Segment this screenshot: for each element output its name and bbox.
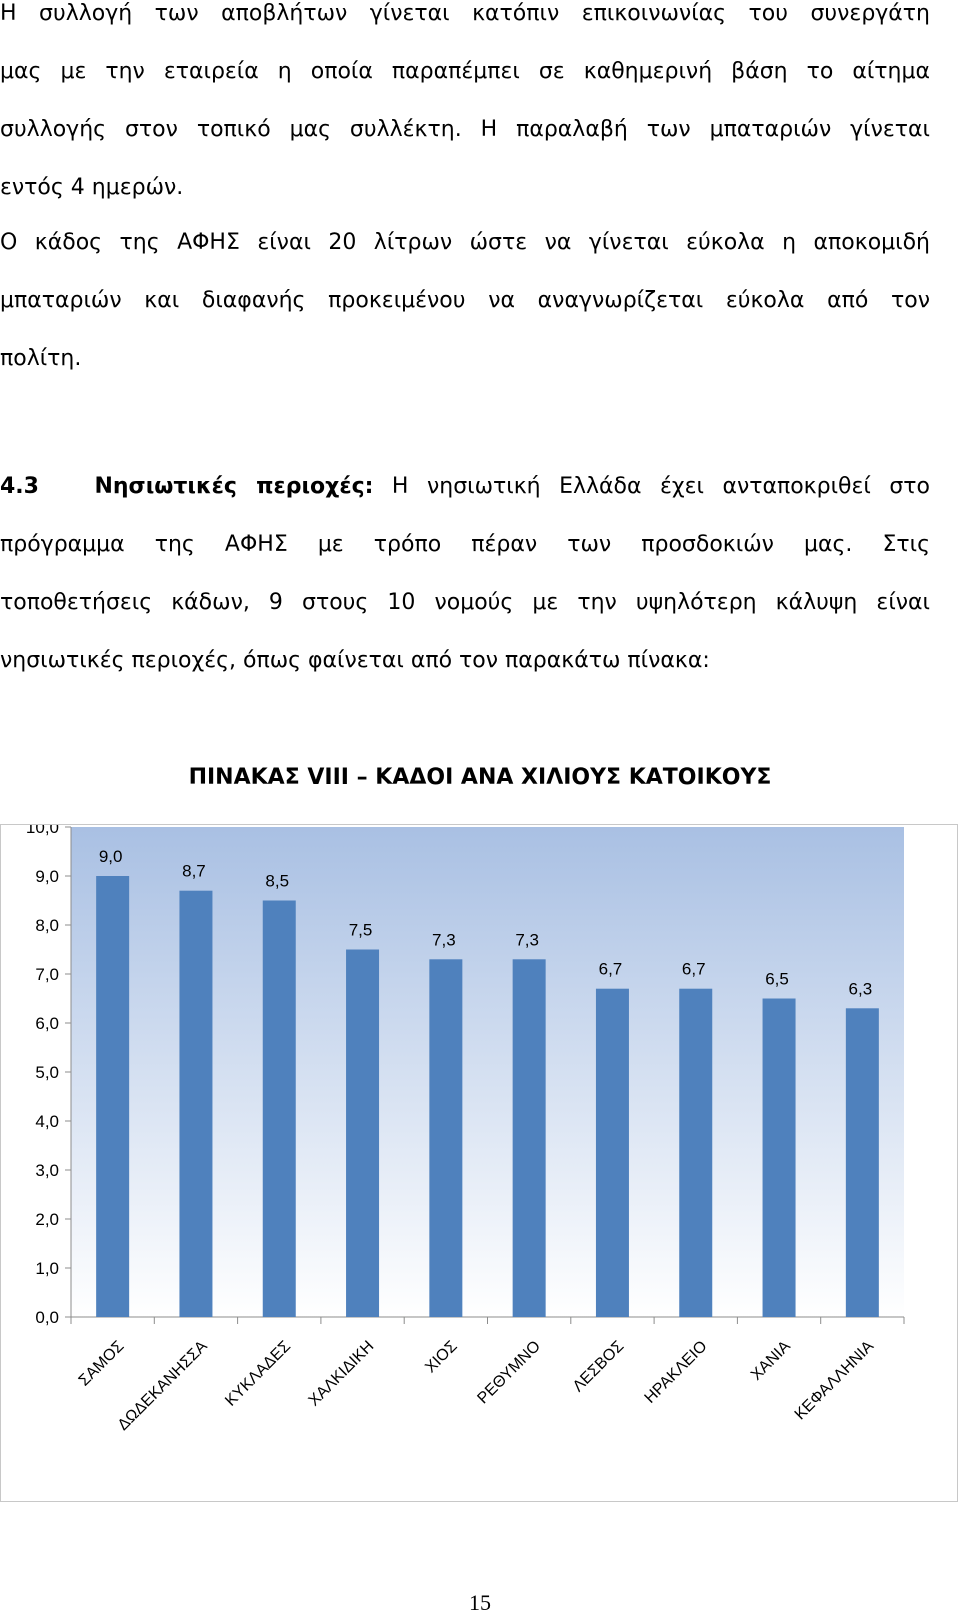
text-line: μας με την εταιρεία η οποία παραπέμπει σε καθημερινή βάση το αίτημα: [0, 59, 930, 84]
text-fragment: Η νησιωτική Ελλάδα έχει ανταποκριθεί στο: [373, 474, 931, 499]
bar: [179, 891, 212, 1317]
bar: [763, 999, 796, 1318]
data-label: 8,7: [182, 861, 206, 881]
bar: [846, 1008, 879, 1317]
category-label: ΧΑΛΚΙΔΙΚΗ: [305, 1337, 378, 1410]
paragraph-bin: [0, 214, 930, 388]
section-number: 4.3: [0, 474, 39, 499]
text-line: τοποθετήσεις κάδων, 9 στους 10 νομούς με την υψηλότερη κάλυψη είναι: [0, 590, 930, 615]
data-label: 7,3: [515, 930, 539, 950]
text-line: συλλογής στον τοπικό μας συλλέκτη. Η παραλαβή των μπαταριών γίνεται: [0, 117, 930, 142]
bar: [513, 959, 546, 1317]
bar: [263, 901, 296, 1318]
data-label: 6,7: [598, 959, 623, 979]
category-label: ΚΕΦΑΛΛΗΝΙΑ: [791, 1337, 878, 1424]
data-label: 8,5: [265, 871, 290, 891]
data-label: 7,5: [348, 920, 373, 940]
y-tick-label: 0,0: [35, 1308, 59, 1327]
y-tick-label: 1,0: [35, 1259, 59, 1278]
y-tick-label: 9,0: [35, 867, 59, 886]
y-tick-label: 6,0: [35, 1014, 59, 1033]
data-label: 7,3: [432, 930, 456, 950]
data-label: 6,7: [681, 959, 706, 979]
text-line: πρόγραμμα της ΑΦΗΣ με τρόπο πέραν των προσδοκιών μας. Στις: [0, 532, 930, 557]
category-label: ΔΩΔΕΚΑΝΗΣΣΑ: [114, 1337, 211, 1434]
y-tick-label: 7,0: [35, 965, 59, 984]
text-line: [0, 458, 930, 516]
y-tick-label: 4,0: [35, 1112, 59, 1131]
bar: [596, 989, 629, 1317]
category-label: ΧΑΝΙΑ: [747, 1337, 794, 1384]
text-line: Η συλλογή των αποβλήτων γίνεται κατόπιν επικοινωνίας του συνεργάτη: [0, 1, 930, 26]
y-tick-label: 3,0: [35, 1161, 59, 1180]
y-tick-label: 5,0: [35, 1063, 59, 1082]
paragraph-islands: [0, 458, 930, 690]
bar: [96, 876, 129, 1317]
category-label: ΣΑΜΟΣ: [75, 1337, 128, 1390]
text-line: εντός 4 ημερών.: [0, 175, 184, 200]
text-line: πολίτη.: [0, 346, 82, 371]
bar-chart: [1, 825, 957, 1501]
data-label: 6,3: [848, 979, 873, 999]
category-label: ΧΙΟΣ: [422, 1337, 461, 1377]
section-title: Νησιωτικές περιοχές:: [94, 474, 374, 499]
bar: [429, 959, 462, 1317]
y-tick-label: 10,0: [25, 825, 59, 837]
paragraph-collection: [0, 0, 930, 217]
category-label: ΛΕΣΒΟΣ: [569, 1337, 628, 1396]
chart-frame: [0, 824, 958, 1502]
text-line: μπαταριών και διαφανής προκειμένου να αναγνωρίζεται εύκολα από τον: [0, 288, 930, 313]
bar: [346, 950, 379, 1318]
data-label: 6,5: [765, 969, 789, 989]
text-line: νησιωτικές περιοχές, όπως φαίνεται από τον παρακάτω πίνακα:: [0, 648, 710, 673]
y-tick-label: 8,0: [35, 916, 59, 935]
data-label: 9,0: [98, 847, 123, 866]
y-tick-label: 2,0: [35, 1210, 59, 1229]
category-label: ΚΥΚΛΑΔΕΣ: [222, 1337, 295, 1410]
category-label: ΡΕΘΥΜΝΟ: [474, 1337, 544, 1408]
bar: [679, 989, 712, 1317]
text-line: Ο κάδος της ΑΦΗΣ είναι 20 λίτρων ώστε να γίνεται εύκολα η αποκομιδή: [0, 230, 930, 255]
category-label: ΗΡΑΚΛΕΙΟ: [641, 1337, 711, 1407]
page-number: 15: [469, 1590, 491, 1615]
chart-title: ΠΙΝΑΚΑΣ VIII – ΚΑΔΟΙ ΑΝΑ ΧΙΛΙΟΥΣ ΚΑΤΟΙΚΟΥΣ: [188, 765, 772, 790]
